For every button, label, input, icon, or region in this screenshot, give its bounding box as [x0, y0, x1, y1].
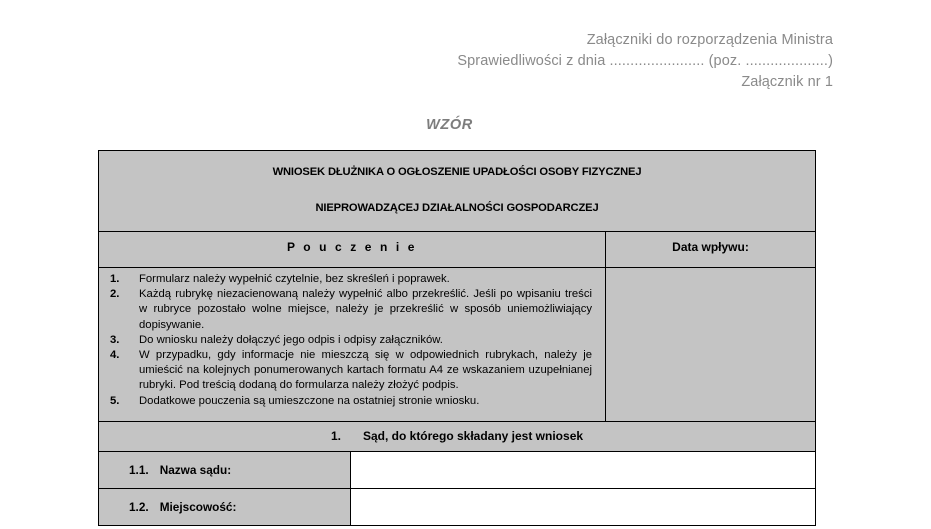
section-1-title: Sąd, do którego składany jest wniosek — [362, 429, 584, 443]
section-1-row — [99, 422, 816, 452]
regulation-header-line-1: Załączniki do rozporządzenia Ministra — [586, 32, 833, 48]
list-item — [107, 394, 595, 409]
regulation-header-line-2: Sprawiedliwości z dnia ....................... (poz. ....................) — [457, 53, 833, 69]
instruction-number: 2. — [110, 288, 120, 301]
field-text-1-2: Miejscowość: — [159, 500, 237, 514]
instruction-text: Każdą rubrykę niezacienowaną należy wypełnić albo przekreślić. Jeśli po wpisaniu treści w rubryce pozostało wolne miejsce, należy je przekreślić w sposób uniemożliwiający dopisywanie. — [139, 288, 592, 331]
field-number-1-2: 1.2. — [129, 500, 149, 514]
form-title-line-1: WNIOSEK DŁUŻNIKA O OGŁOSZENIE UPADŁOŚCI OSOBY FIZYCZNEJ — [272, 166, 642, 178]
field-input-court-name[interactable] — [351, 452, 816, 489]
receipt-date-header: Data wpływu: — [606, 232, 816, 268]
receipt-date-input[interactable] — [606, 268, 816, 422]
regulation-header-line-3: Załącznik nr 1 — [741, 74, 833, 90]
instruction-text: W przypadku, gdy informacje nie mieszczą się w odpowiednich rubrykach, należy je umieścić na kolejnych ponumerowanych kartach formatu A4 ze wskazaniem uzupełnianej rubryki. Pod treścią dodaną do formularza należy złożyć podpis. — [139, 349, 592, 392]
instructions-cell — [99, 268, 606, 422]
list-item — [107, 348, 595, 394]
instructions-body-row — [99, 268, 816, 422]
field-number-1-1: 1.1. — [129, 463, 149, 477]
form-title-line-2: NIEPROWADZĄCEJ DZIAŁALNOŚCI GOSPODARCZEJ — [315, 202, 599, 214]
instruction-text: Do wniosku należy dołączyć jego odpis i odpisy załączników. — [139, 333, 443, 346]
instruction-number: 1. — [110, 273, 120, 285]
instruction-text: Dodatkowe pouczenia są umieszczone na ostatniej stronie wniosku. — [139, 394, 480, 407]
field-input-locality[interactable] — [351, 489, 816, 526]
section-1-number: 1. — [330, 429, 341, 443]
instructions-header-row — [99, 232, 816, 268]
instructions-list — [107, 272, 595, 409]
table-row — [99, 452, 816, 489]
list-item — [107, 333, 595, 348]
regulation-header — [273, 30, 833, 93]
field-text-1-1: Nazwa sądu: — [159, 463, 232, 477]
instructions-header: P o u c z e n i e — [99, 232, 606, 268]
field-label-1-1 — [99, 452, 351, 489]
instruction-text: Formularz należy wypełnić czytelnie, bez skreśleń i poprawek. — [139, 273, 450, 285]
list-item — [107, 272, 595, 287]
field-label-1-2 — [99, 489, 351, 526]
form-title-row — [99, 151, 816, 232]
form-title-cell — [99, 151, 816, 232]
bankruptcy-petition-form — [98, 150, 816, 526]
instruction-number: 5. — [110, 394, 120, 407]
table-row — [99, 489, 816, 526]
specimen-label: WZÓR — [426, 117, 473, 133]
section-1-header — [99, 422, 816, 452]
list-item — [107, 287, 595, 333]
instruction-number: 4. — [110, 349, 120, 362]
instruction-number: 3. — [110, 333, 120, 346]
